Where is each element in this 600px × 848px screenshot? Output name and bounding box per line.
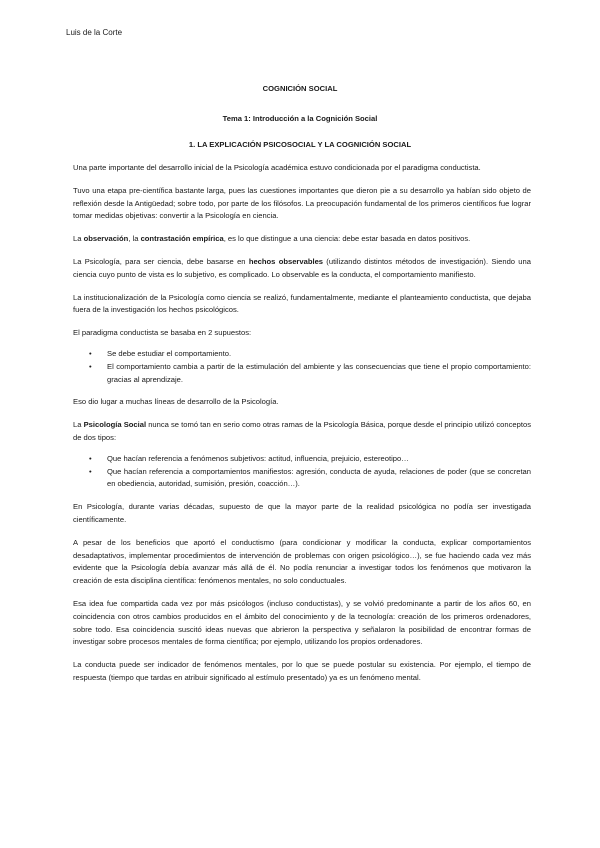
list-item: • Que hacían referencia a fenómenos subjetivos: actitud, influencia, prejuicio, estereotipo… [107,453,531,466]
paragraph: La institucionalización de la Psicología como ciencia se realizó, fundamentalmente, mediante el planteamiento conductista, que dejaba fuera de la investigación los hechos psicológicos. [73,292,531,315]
paragraph: La observación, la contrastación empírica, es lo que distingue a una ciencia: debe estar basada en datos positivos. [73,234,471,244]
paragraph: Esa idea fue compartida cada vez por más psicólogos (incluso conductistas), y se volvió predominante a partir de los años 60, en coincidencia con otros cambios producidos en el ámbito del conocimiento y de la tecnología: creación de los primeros ordenadores, sobre todo. Esa coincidencia suscitó ideas nuevas que abrieron la perspectiva y señalaron la posibilidad de encontrar formas de investigar sobre procesos mentales de forma científica; por ejemplo, utilizando los propios ordenadores. [73,598,531,647]
list-item: • El comportamiento cambia a partir de la estimulación del ambiente y las consecuencias que tiene el propio comportamiento: gracias al aprendizaje. [107,361,531,387]
list-item: • Se debe estudiar el comportamiento. [107,348,531,361]
bold-term: contrastación empírica [140,234,224,244]
document-body [73,162,531,685]
bold-term: observación [83,234,129,244]
document-title: COGNICIÓN SOCIAL [262,84,338,93]
bullet-list [73,453,531,491]
paragraph: Una parte importante del desarrollo inicial de la Psicología académica estuvo condicionada por el paradigma conductista. [73,163,481,172]
bold-term: hechos observables [248,256,324,266]
section-heading: 1. LA EXPLICACIÓN PSICOSOCIAL Y LA COGNICIÓN SOCIAL [188,140,412,149]
paragraph: En Psicología, durante varias décadas, supuesto de que la mayor parte de la realidad psicológica no podía ser investigada científicamente. [73,502,531,524]
paragraph: Tuvo una etapa pre-científica bastante larga, pues las cuestiones importantes que dieron pie a su desarrollo ya habían sido objeto de reflexión desde la Antigüedad; sobre todo, por parte de los filósofos. La preocupación fundamental de los primeros científicos fue lograr tomar medidas objetivas: convertir a la Psicología en ciencia. [73,185,531,221]
bold-term: Psicología Social [83,420,147,430]
paragraph: La Psicología Social nunca se tomó tan en serio como otras ramas de la Psicología Básica, porque desde el principio utilizó conceptos de dos tipos: [73,420,531,442]
page-header-author: Luis de la Corte [66,28,123,37]
paragraph: A pesar de los beneficios que aportó el conductismo (para condicionar y modificar la conducta, explicar comportamientos desadaptativos, implementar procedimientos de intervención de problemas con origen psicológico…), se fue haciendo cada vez más evidente que la Psicología debía avanzar más allá de él. No podía renunciar a investigar todos los fenómenos que motivaron la creación de esta disciplina científica: fenómenos mentales, no solo conductuales. [73,537,531,586]
document-subtitle: Tema 1: Introducción a la Cognición Social [222,114,378,123]
list-item: • Que hacían referencia a comportamientos manifiestos: agresión, conducta de ayuda, relaciones de poder (que se concretan en obediencia, autoridad, sumisión, presión, coacción…). [107,466,531,492]
paragraph: La Psicología, para ser ciencia, debe basarse en hechos observables (utilizando distintos métodos de investigación). Siendo una ciencia cuyo punto de vista es lo subjetivo, es complicado. Lo observable es la conducta, el comportamiento manifiesto. [73,256,531,279]
paragraph: Eso dio lugar a muchas líneas de desarrollo de la Psicología. [73,397,279,407]
paragraph: La conducta puede ser indicador de fenómenos mentales, por lo que se puede postular su existencia. Por ejemplo, el tiempo de respuesta (tiempo que tardas en atribuir significado al estímulo presentado) ya es un fenómeno mental. [73,660,531,682]
bullet-list [73,348,531,386]
paragraph: El paradigma conductista se basaba en 2 supuestos: [73,328,252,338]
